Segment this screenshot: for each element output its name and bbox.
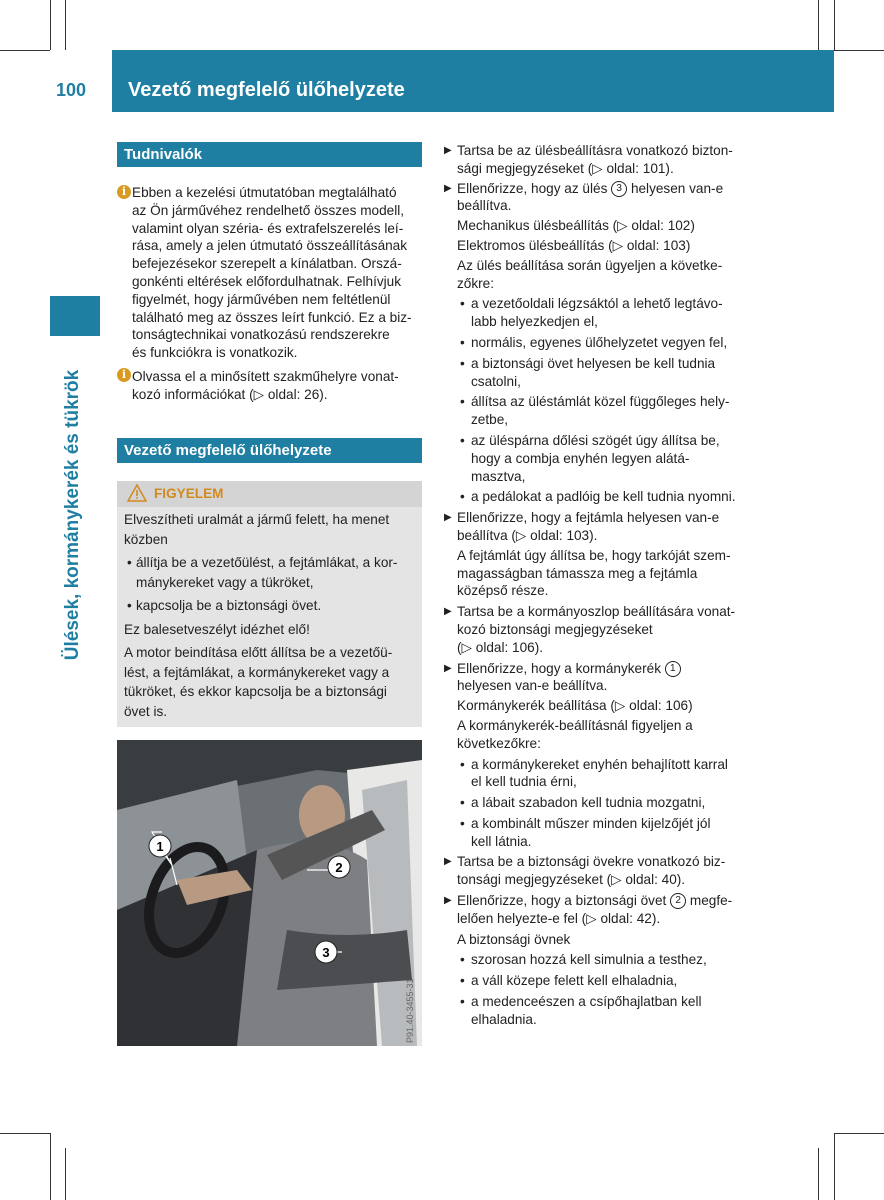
crop-mark	[818, 0, 819, 50]
crop-mark	[65, 1148, 66, 1200]
list-item: • a kormánykereket enyhén behajlított karral el kell tudnia érni,	[460, 756, 728, 790]
instruction-item: ▶ Tartsa be az ülésbeállításra vonatkozó bizton- sági megjegyzéseket (▷ oldal: 101).	[444, 143, 733, 176]
belt-points	[444, 951, 754, 1028]
seat-points	[444, 295, 754, 506]
list-item: • a biztonsági övet helyesen be kell tudnia csatolni,	[460, 355, 716, 389]
instruction-item: ▶ Tartsa be a biztonsági övekre vonatkozó biz- tonsági megjegyzéseket (▷ oldal: 40).	[444, 854, 726, 888]
list-item: • a medenceészen a csípőhajlatban kell elhaladnia.	[460, 994, 702, 1027]
photo-code: P91.40-3455-31	[405, 978, 415, 1043]
crop-mark	[834, 1133, 835, 1200]
list-item: • az üléspárna dőlési szögét úgy állítsa be, hogy a combja enyhén legyen alátá- masztva,	[460, 432, 720, 484]
svg-text:2: 2	[335, 860, 343, 875]
callout-marker	[149, 835, 171, 857]
crop-mark	[50, 1133, 51, 1200]
crop-mark	[834, 0, 835, 50]
callout-ref: 2	[670, 893, 686, 909]
callout-ref: 3	[611, 181, 627, 197]
page-number: 100	[56, 80, 87, 100]
crop-mark	[834, 50, 884, 51]
list-item: • a vezetőoldali légzsáktól a lehető legtávo- labb helyezkedjen el,	[460, 296, 723, 330]
crop-mark	[0, 1133, 50, 1134]
list-item: • a váll közepe felett kell elhaladnia,	[460, 973, 678, 989]
info-text-2: Olvassa el a minősített szakműhelyre vonat- kozó információkat (▷ oldal: 26).	[132, 369, 399, 402]
list-item: • szorosan hozzá kell simulnia a testhez,	[460, 952, 707, 968]
list-item: • a pedálokat a padlóig be kell tudnia nyomni.	[460, 489, 736, 505]
page-title: Vezető megfelelő ülőhelyzete	[128, 79, 405, 101]
crop-mark	[834, 1133, 884, 1134]
warning-bullet: • állítja be a vezetőülést, a fejtámlákat, a kor- mánykereket vagy a tükröket,	[127, 555, 398, 590]
instruction-item: ▶ Ellenőrizze, hogy az ülés 3 helyesen van-e beállítva. Mechanikus ülésbeállítás (▷ oldal: 102) Elektromos ülésbeállítás (▷ oldal: 103) Az ülés beállítása során ügyeljen a követke- zőkre:	[444, 180, 724, 291]
driver-seat-photo	[117, 740, 422, 1046]
side-tab-label: Ülések, kormánykerék és tükrök	[62, 369, 83, 661]
warning-bullet: • kapcsolja be a biztonsági övet.	[127, 598, 322, 613]
instruction-item: ▶ Tartsa be a kormányoszlop beállítására vonat- kozó biztonsági megjegyzéseket (▷ oldal: 106).	[444, 604, 736, 655]
list-item: • normális, egyenes ülőhelyzetet vegyen fel,	[460, 334, 728, 350]
warning-title: FIGYELEM	[154, 486, 224, 501]
svg-text:1: 1	[156, 839, 164, 854]
instruction-item: ▶ Ellenőrizze, hogy a kormánykerék 1 helyesen van-e beállítva. Kormánykerék beállítása (▷ oldal: 106) A kormánykerék-beállításnál figyeljen a következőkre:	[444, 660, 693, 751]
callout-ref: 1	[665, 661, 681, 677]
info-icon: i	[117, 185, 131, 199]
crop-mark	[50, 0, 51, 50]
wheel-points	[444, 756, 754, 851]
side-tab-marker	[50, 296, 100, 336]
instruction-item: ▶ Ellenőrizze, hogy a fejtámla helyesen van-e beállítva (▷ oldal: 103). A fejtámlát úgy állítsa be, hogy tarkóját szem- magasságban támassza meg a fejtámla középső része.	[444, 510, 731, 599]
list-item: • a kombinált műszer minden kijelzőjét jól kell látnia.	[460, 815, 711, 849]
list-item: • állítsa az üléstámlát közel függőleges hely- zetbe,	[460, 394, 730, 428]
callout-marker	[328, 856, 350, 878]
svg-text:3: 3	[322, 945, 330, 960]
info-text-1: Ebben a kezelési útmutatóban megtalálható az Ön járművéhez rendelhető összes modell, valamint olyan széria- és extrafelszerelés leí- rása, amely a jelen útmutató összeállításának befejezésekor szerepelt a kínálatban. Orszá- gonkénti eltérések előfordulhatnak. Felhívjuk figyelmét, hogy járművében nem feltétlenül található meg az összes leírt funkció. Ez a biz- tonságtechnikai vonatkozású rendszerekre és funkciókra is vonatkozik.	[132, 185, 412, 361]
list-item: • a lábait szabadon kell tudnia mozgatni,	[460, 795, 706, 811]
section-heading: Vezető megfelelő ülőhelyzete	[117, 438, 422, 463]
warning-triangle-icon	[127, 484, 147, 502]
callout-marker	[315, 941, 337, 963]
notes-heading: Tudnivalók	[117, 142, 422, 167]
crop-mark	[818, 1148, 819, 1200]
crop-mark	[65, 0, 66, 50]
info-icon: i	[117, 368, 131, 382]
right-column	[444, 142, 754, 1029]
crop-mark	[0, 50, 50, 51]
instruction-item: ▶ Ellenőrizze, hogy a biztonsági övet 2 megfe- lelően helyezte-e fel (▷ oldal: 42). A biztonsági övnek	[444, 893, 733, 947]
warning-text: Elveszítheti uralmát a jármű felett, ha menet közben • állítja be a vezetőülést, a fejtámlákat, a kor- mánykereket vagy a tükröket, • kapcsolja be a biztonsági övet. Ez balesetveszélyt idézhet elő! A motor beindítása előtt állítsa be a vezetőü- lést, a fejtámlákat, a kormánykereket vagy a tükröket, és ekkor kapcsolja be a biztonsági övet is.	[124, 510, 418, 721]
